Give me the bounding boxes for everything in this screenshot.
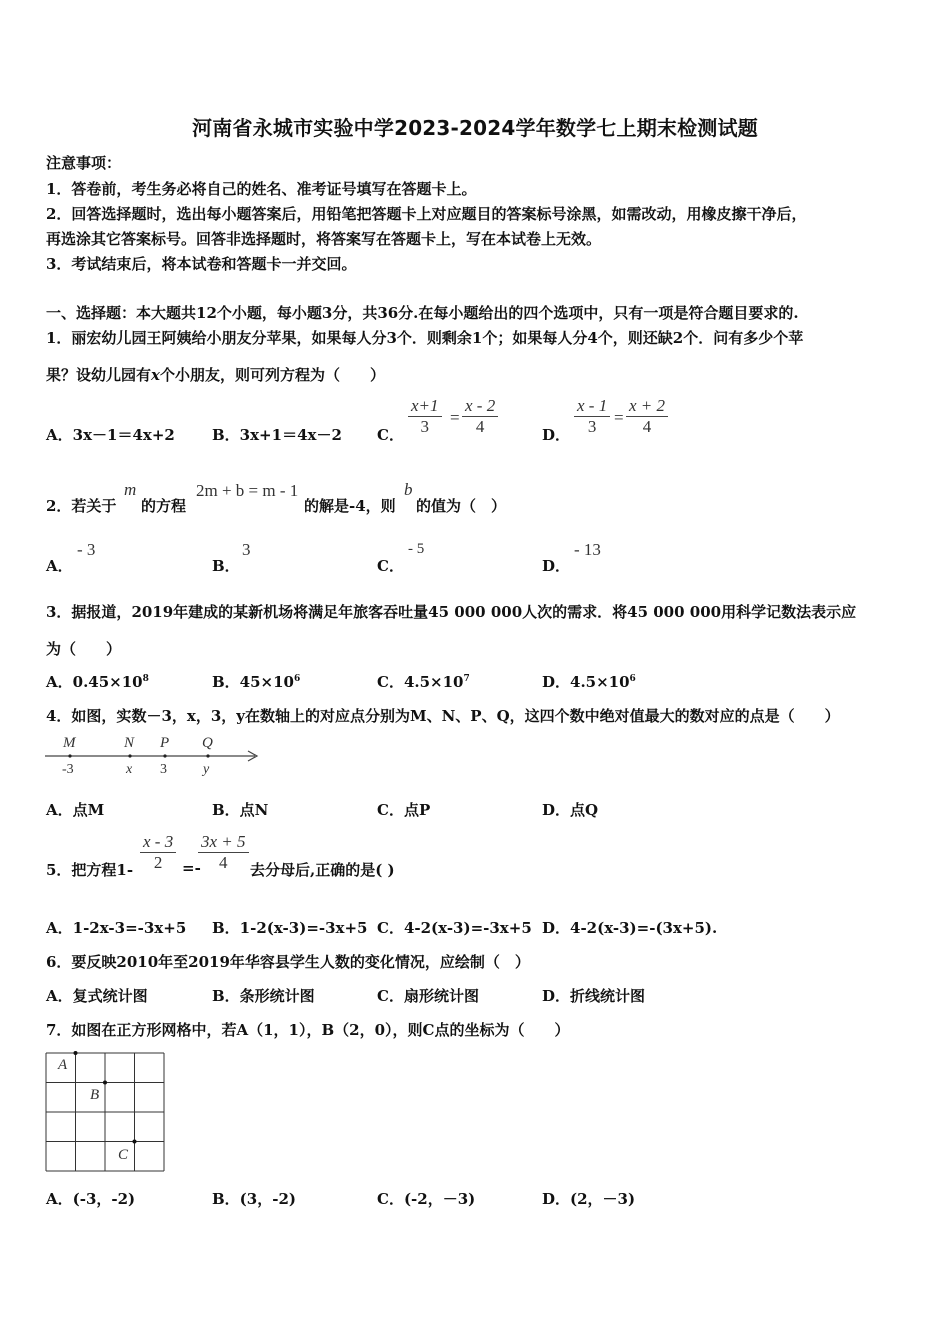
q1-line1: 1．丽宏幼儿园王阿姨给小朋友分苹果，如果每人分3个．则剩余1个；如果每人分4个，则还缺2个．问有多少个苹 xyxy=(46,329,804,347)
q3-line2: 为（ ） xyxy=(46,640,122,658)
grid-label-a: A xyxy=(58,1057,68,1073)
q2-option-a[interactable]: A． xyxy=(46,557,73,575)
notes-heading: 注意事项： xyxy=(46,154,122,172)
q1-c-equals: = xyxy=(450,408,460,427)
q6-option-a[interactable]: A．复式统计图 xyxy=(46,987,148,1005)
q5-fraction-right: $\frac{3x + 5}{4}$ xyxy=(198,832,249,873)
q7-option-c[interactable]: C．(-2，－3) xyxy=(377,1190,476,1208)
grid-point-b xyxy=(103,1081,107,1085)
note-2b: 再选涂其它答案标号。回答非选择题时，将答案写在答题卡上，写在本试卷上无效。 xyxy=(46,230,602,248)
q3-option-b[interactable]: B．$45\times 10^6$ xyxy=(212,673,301,691)
q7-option-b[interactable]: B．(3，-2) xyxy=(212,1190,296,1208)
q3-option-c[interactable]: C．$4.5\times 10^7$ xyxy=(377,673,470,691)
q4-option-c[interactable]: C．点P xyxy=(377,801,431,819)
q7-text: 7．如图在正方形网格中，若A（1，1），B（2，0），则C点的坐标为（ ） xyxy=(46,1021,570,1039)
q2-text-3: 的解是-4，则 xyxy=(304,497,396,515)
q3-line1: 3．据报道，2019年建成的某新机场将满足年旅客吞吐量45 000 000人次的需求．将45 000 000用科学记数法表示应 xyxy=(46,603,857,621)
square-grid-figure xyxy=(44,1050,168,1174)
q5-fraction-left: $\frac{x - 3}{2}$ xyxy=(140,832,176,873)
point-n-dot xyxy=(128,754,131,757)
q2-option-c-value: - 5 xyxy=(408,541,425,557)
point-m-value: -3 xyxy=(62,762,74,777)
point-n-value: x xyxy=(126,762,133,777)
point-q-dot xyxy=(206,754,209,757)
point-q-label: Q xyxy=(202,735,213,751)
q2-text-4: 的值为（ ） xyxy=(416,497,507,515)
q2-equation: 2m + b = m - 1 xyxy=(196,481,299,500)
note-1: 1．答卷前，考生务必将自己的姓名、准考证号填写在答题卡上。 xyxy=(46,180,477,198)
q1-d-equals: = xyxy=(614,408,624,427)
q7-option-d[interactable]: D．(2，－3) xyxy=(542,1190,636,1208)
q6-option-d[interactable]: D．折线统计图 xyxy=(542,987,646,1005)
q1-d-fraction-right: $\frac{x + 2}{4}$ xyxy=(626,396,668,437)
q4-option-a[interactable]: A．点M xyxy=(46,801,105,819)
q3-option-d[interactable]: D．$4.5\times 10^6$ xyxy=(542,673,636,691)
grid-label-b: B xyxy=(90,1087,100,1103)
point-q-value: y xyxy=(203,762,210,777)
number-line-figure xyxy=(40,730,270,780)
q2-var-m: m xyxy=(124,480,137,499)
q4-option-d[interactable]: D．点Q xyxy=(542,801,599,819)
q1-c-fraction-left: $\frac{x+1}{3}$ xyxy=(408,396,442,437)
note-3: 3．考试结束后，将本试卷和答题卡一并交回。 xyxy=(46,255,357,273)
section-heading: 一、选择题：本大题共12个小题，每小题3分，共36分.在每小题给出的四个选项中，只有一项是符合题目要求的. xyxy=(46,304,799,322)
q2-option-a-value: - 3 xyxy=(77,540,96,559)
q2-option-c[interactable]: C． xyxy=(377,557,404,575)
q1-option-d-label[interactable]: D． xyxy=(542,426,571,444)
q1-option-c-label[interactable]: C． xyxy=(377,426,404,444)
q5-option-c[interactable]: C．4-2(x-3)=-3x+5 xyxy=(377,919,532,937)
point-m-label: M xyxy=(63,735,76,751)
q1-option-a[interactable]: A．3x－1＝4x+2 xyxy=(46,426,175,444)
point-n-label: N xyxy=(124,735,135,751)
q5-option-b[interactable]: B．1-2(x-3)=-3x+5 xyxy=(212,919,368,937)
grid-label-c: C xyxy=(118,1147,129,1163)
point-p-dot xyxy=(163,754,166,757)
point-p-value: 3 xyxy=(160,762,167,777)
grid-point-c xyxy=(133,1140,137,1144)
q3-option-a[interactable]: A．$0.45\times 10^8$ xyxy=(46,673,149,691)
q4-text: 4．如图，实数－3，x，3，y在数轴上的对应点分别为M、N、P、Q，这四个数中绝对值最大的数对应的点是（ ） xyxy=(46,707,840,725)
q2-option-d-value: - 13 xyxy=(574,540,601,559)
q6-option-c[interactable]: C．扇形统计图 xyxy=(377,987,479,1005)
q2-text-1: 2．若关于 xyxy=(46,497,117,515)
q6-text: 6．要反映2010年至2019年华容县学生人数的变化情况，应绘制（ ） xyxy=(46,953,530,971)
grid-point-a xyxy=(74,1051,78,1055)
q1-option-b[interactable]: B．3x+1＝4x－2 xyxy=(212,426,342,444)
q2-option-b[interactable]: B． xyxy=(212,557,240,575)
q7-option-a[interactable]: A．(-3，-2) xyxy=(46,1190,136,1208)
q6-option-b[interactable]: B．条形统计图 xyxy=(212,987,315,1005)
q5-option-d[interactable]: D．4-2(x-3)=-(3x+5). xyxy=(542,919,718,937)
q2-var-b: b xyxy=(404,480,413,499)
q1-c-fraction-right: $\frac{x - 2}{4}$ xyxy=(462,396,498,437)
q5-option-a[interactable]: A．1-2x-3=-3x+5 xyxy=(46,919,187,937)
q2-option-d[interactable]: D． xyxy=(542,557,571,575)
point-p-label: P xyxy=(160,735,170,751)
q5-text-mid: =- xyxy=(182,859,201,877)
q2-text-2: 的方程 xyxy=(141,497,187,515)
q5-text-2: 去分母后,正确的是( ) xyxy=(250,861,395,879)
q1-d-fraction-left: $\frac{x - 1}{3}$ xyxy=(574,396,610,437)
q1-line2: 果？设幼儿园有x个小朋友，则可列方程为（ ） xyxy=(46,366,385,384)
page-title: 河南省永城市实验中学2023-2024学年数学七上期末检测试题 xyxy=(192,116,758,140)
point-m-dot xyxy=(68,754,71,757)
q5-text-1: 5．把方程1- xyxy=(46,861,134,879)
q2-option-b-value: 3 xyxy=(242,540,251,559)
q4-option-b[interactable]: B．点N xyxy=(212,801,269,819)
note-2a: 2．回答选择题时，选出每小题答案后，用铅笔把答题卡上对应题目的答案标号涂黑，如需改动，用橡皮擦干净后， xyxy=(46,205,807,223)
